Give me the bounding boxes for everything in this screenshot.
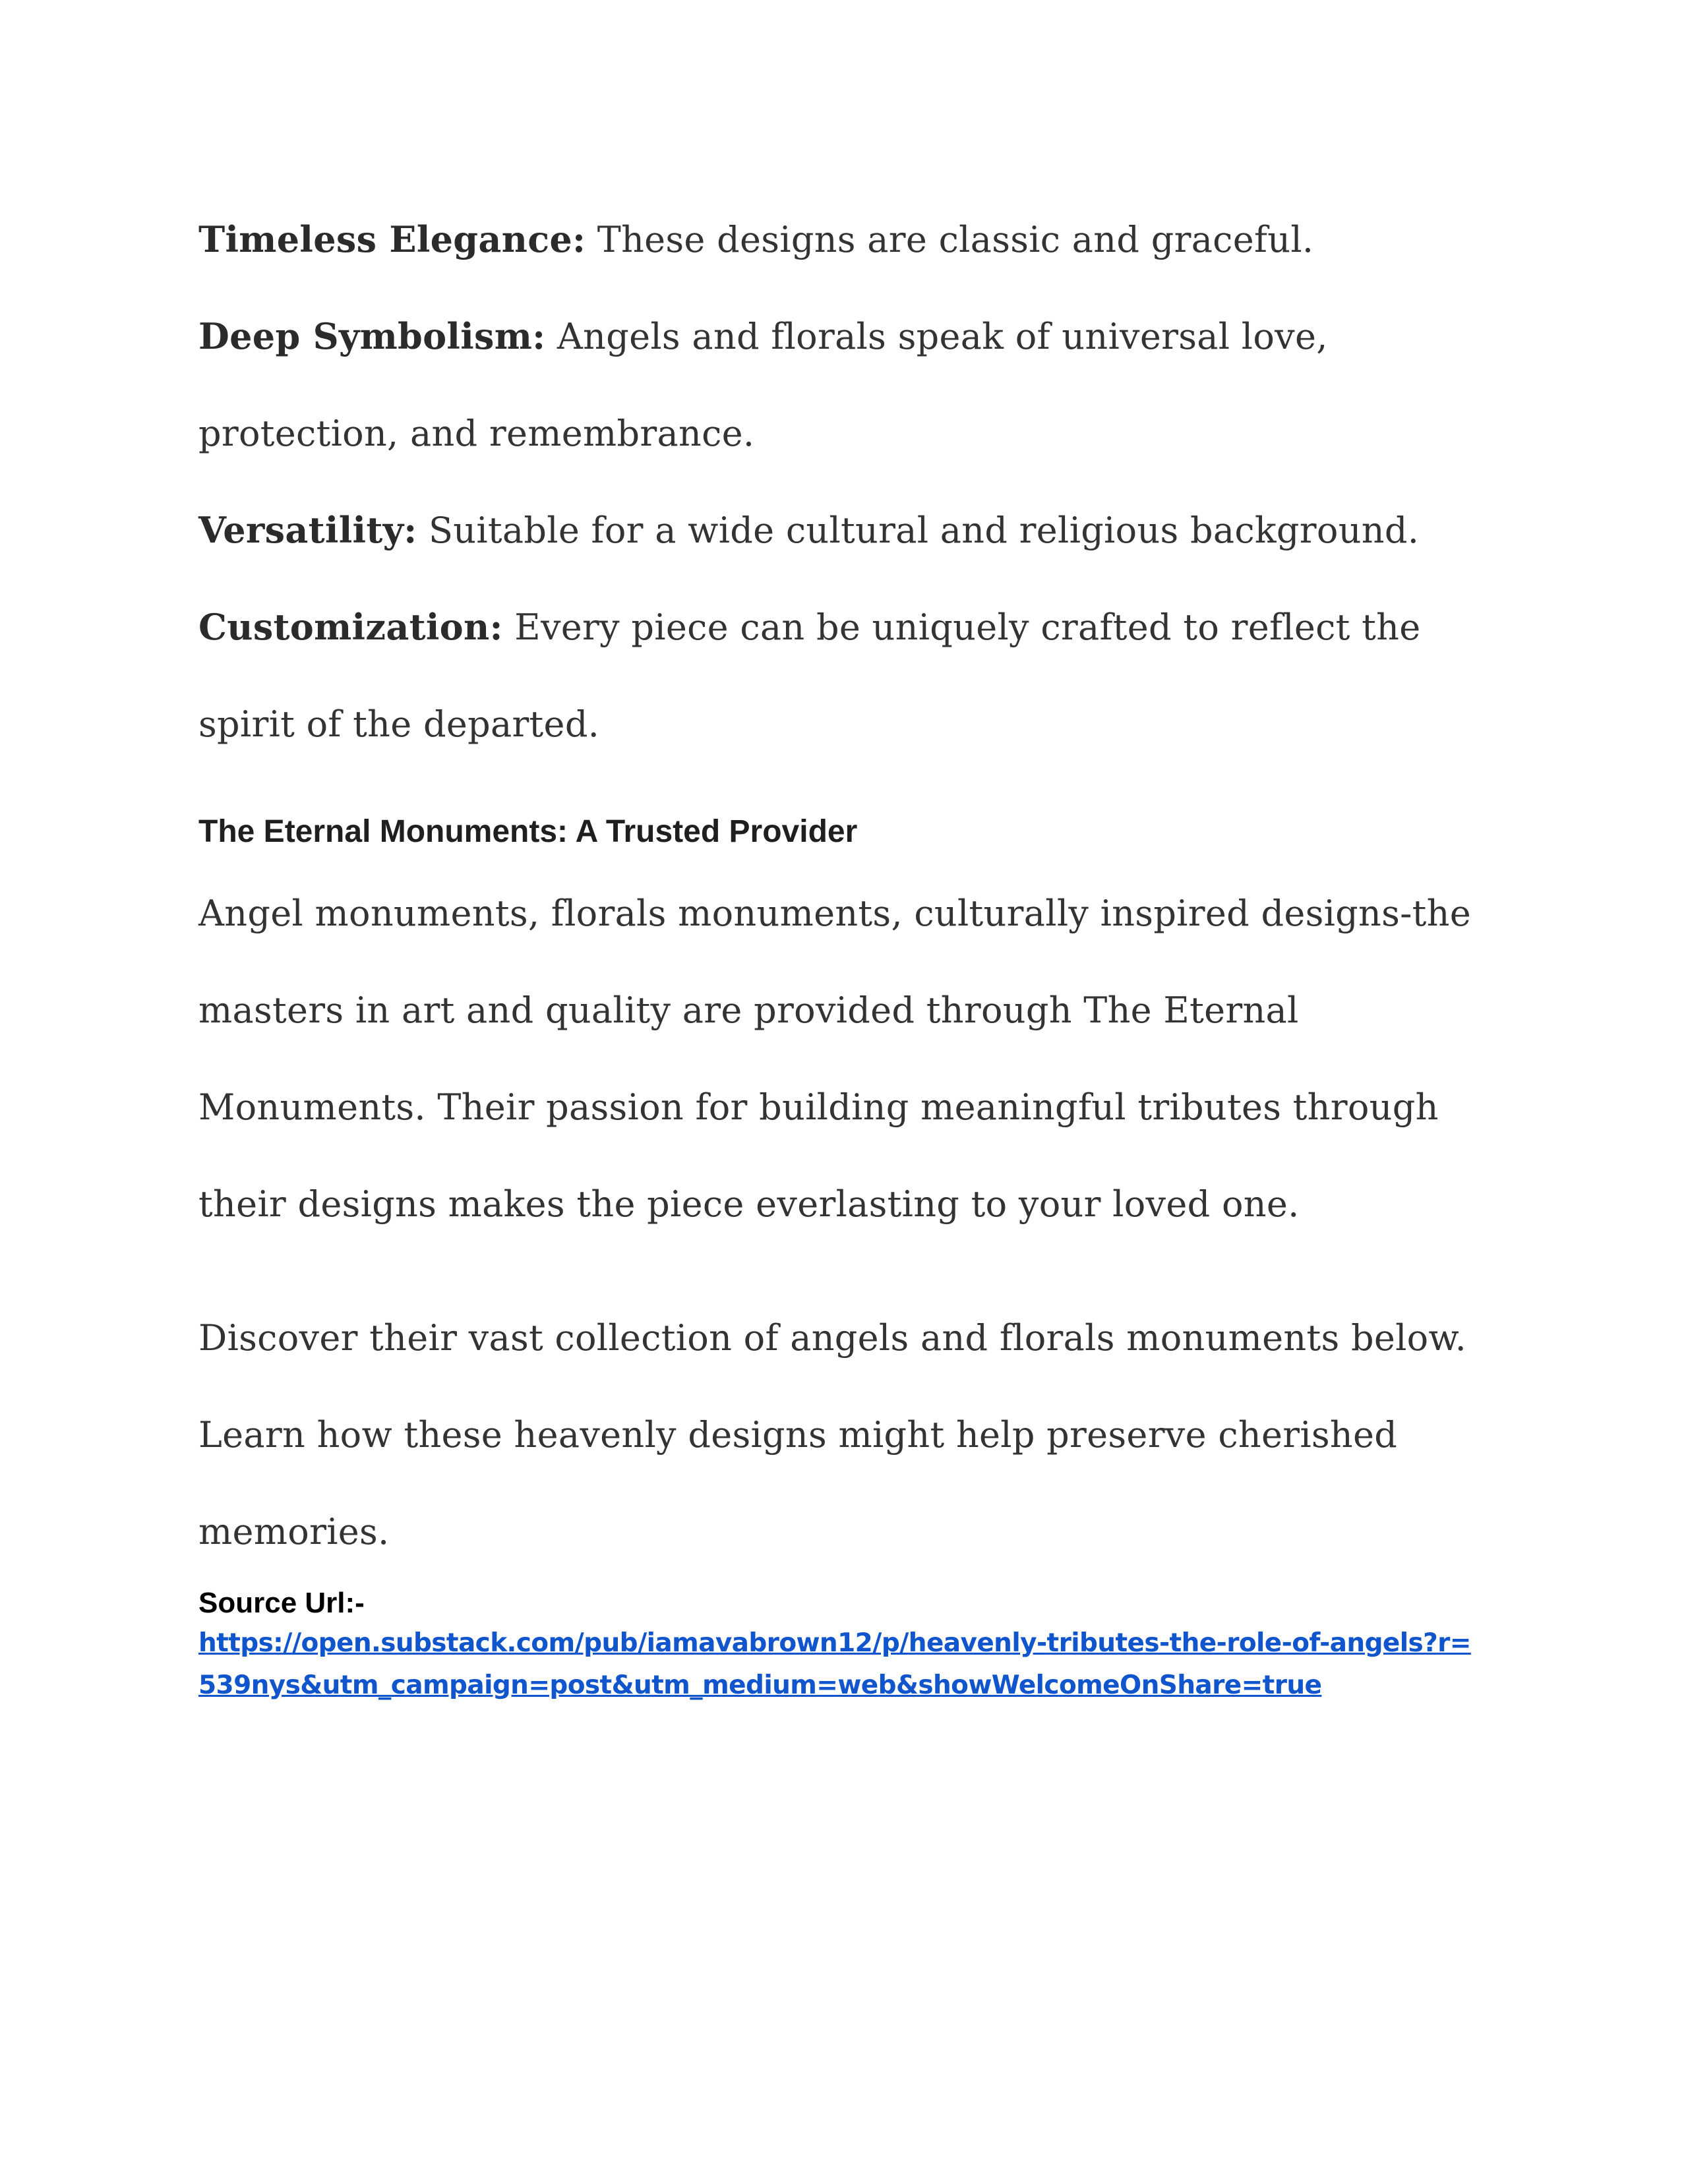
provider-paragraph: Angel monuments, florals monuments, culturally inspired designs-the masters in art and quality are provided through The Eternal Monuments. Their passion for building meaningful tributes through their designs makes the piece everlasting to your loved one. (198, 893, 1472, 1225)
feature-item-deep-symbolism (198, 288, 1504, 482)
feature-label: Versatility: (198, 509, 417, 551)
feature-text: Suitable for a wide cultural and religious background. (417, 510, 1420, 551)
feature-label: Customization: (198, 606, 503, 648)
feature-label: Timeless Elegance: (198, 218, 586, 260)
feature-text: Every piece can be uniquely crafted to reflect the spirit of the departed. (198, 606, 1421, 745)
discover-paragraph: Discover their vast collection of angels and florals monuments below. Learn how these heavenly designs might help preserve cherished memories. (198, 1317, 1467, 1552)
source-url-label: Source Url:- (198, 1587, 365, 1619)
paragraph-spacer (198, 1253, 1504, 1289)
feature-label: Deep Symbolism: (198, 315, 546, 357)
feature-text: These designs are classic and graceful. (586, 219, 1314, 260)
feature-item-versatility (198, 482, 1504, 579)
feature-item-customization (198, 579, 1504, 773)
document-body (198, 191, 1504, 1707)
section-heading: The Eternal Monuments: A Trusted Provider (198, 814, 858, 849)
feature-text: Angels and florals speak of universal love, protection, and remembrance. (198, 316, 1328, 454)
source-url-link[interactable]: https://open.substack.com/pub/iamavabrown12/p/heavenly-tributes-the-role-of-angels?r=539nys&utm_campaign=post&utm_medium=web&showWelcomeOnShare=true (198, 1628, 1471, 1700)
feature-item-timeless-elegance (198, 191, 1504, 288)
